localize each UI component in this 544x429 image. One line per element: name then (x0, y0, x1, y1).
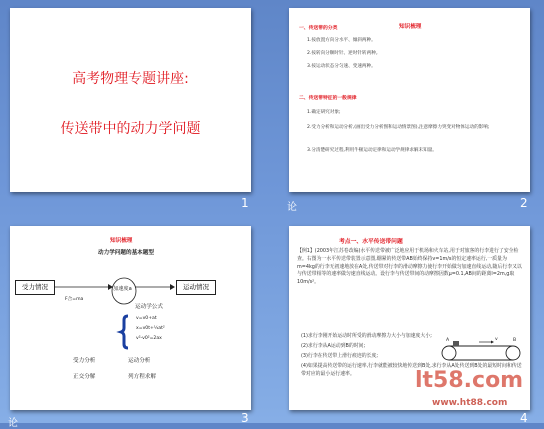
formula-2: x=v0t+½at² (136, 326, 165, 331)
slide2-note: 论 (287, 202, 297, 213)
slide2-heading1: 一、传送带的分类 (299, 26, 338, 31)
box-motion: 运动情况 (176, 280, 216, 295)
slide-thumbnail-2[interactable] (289, 8, 530, 192)
slide3-note: 论 (8, 418, 18, 429)
watermark-logo: lt58.com (415, 368, 524, 393)
slide-number-2: 2 (520, 196, 528, 210)
slide4-title: 考点一、水平传送带问题 (339, 239, 403, 245)
slide2-item2-2: 2.受力分析和运动分析,(画出受力分析图和运动情景图),注意摩擦力突变对物体运动的影响; (307, 125, 490, 130)
slide1-title-line1: 高考物理专题讲座: (72, 71, 189, 87)
slide-number-3: 3 (241, 411, 249, 425)
slide2-badge: 知识梳理 (399, 24, 422, 30)
slide2-item1-2: 2.按转向分顺时针、逆时针转两种。 (307, 51, 381, 56)
slide-thumbnail-1[interactable] (10, 8, 251, 192)
formula-brace (121, 316, 128, 348)
formula-1: v=v0+at (136, 316, 157, 321)
slide4-question-3: (3)行李在传送带上滑行痕迹的长度; (301, 353, 379, 359)
point-a-label: A (446, 338, 450, 343)
watermark-url: www.ht88.com (432, 398, 508, 408)
label-decomposition: 正交分解 (73, 374, 96, 380)
slide1-title-line2: 传送带中的动力学问题 (60, 121, 201, 137)
velocity-label: v (495, 337, 498, 342)
label-force-analysis: 受力分析 (73, 358, 96, 364)
slide4-question-4: (4)如果提高传送带的运行速率,行李就能被较快地传送到B处,求行李从A处传送到B处的最短时间和传送带对应的最小运行速率。 (301, 363, 522, 377)
point-b-label: B (513, 338, 517, 343)
label-motion-analysis: 运动分析 (128, 358, 151, 364)
slide2-item1-1: 1.按放置方向分水平、倾斜两种。 (307, 38, 376, 43)
pulley-a (442, 346, 456, 360)
slide-thumbnail-3[interactable] (10, 226, 251, 410)
arrow-right-head (170, 284, 175, 290)
label-solve: 列方程求解 (128, 374, 156, 380)
slide4-question-2: (2)求行李从A运动到B的时间; (301, 343, 366, 349)
slide-number-1: 1 (241, 196, 249, 210)
pulley-b (506, 346, 520, 360)
slide2-item2-3: 3.分清楚研究过程,利用牛顿运动定律和运动学规律求解未知量。 (307, 148, 437, 153)
slide3-badge: 知识梳理 (110, 238, 133, 244)
center-circle-label: 加速度a (113, 286, 132, 292)
slide3-diagram (10, 226, 251, 410)
newton-law-label: F合=ma (65, 297, 84, 302)
box-force: 受力情况 (15, 280, 55, 295)
slide2-heading2: 二、传送带特征的一般规律 (299, 96, 357, 101)
slide3-subtitle: 动力学问题的基本题型 (98, 250, 154, 256)
kinematics-title: 运动学公式 (135, 304, 163, 310)
formula-3: v²-v0²=2ax (136, 336, 162, 341)
slide-number-4: 4 (520, 411, 528, 425)
slide4-paragraph: 【例1】(2003年江苏卷改编)水平传送带被广泛地应用于机场和火车站,用于对旅客的行李进行了安全检查。右图为一水平传送带装置示意图,绷紧的传送带AB始终保持v=1m/s的恒定速率运行,一质量为m=4kg的行李无初速地放在A处,传送带对行李的滑动摩擦力使行李开始做匀加速直线运动,随后行李又以与传送带相等的速率做匀速直线运动。设行李与传送带间的动摩擦因数μ=0.1,AB间的距离l=2m,g取10m/s²。 (297, 248, 522, 286)
slide2-item1-3: 3.按运动状态分匀速、变速两种。 (307, 64, 376, 69)
slide2-item2-1: 1.确定研究对象; (307, 110, 341, 115)
luggage-block (453, 341, 459, 346)
slide4-question-1: (1)求行李刚开始运动时所受的滑动摩擦力大小与加速度大小; (301, 333, 432, 339)
